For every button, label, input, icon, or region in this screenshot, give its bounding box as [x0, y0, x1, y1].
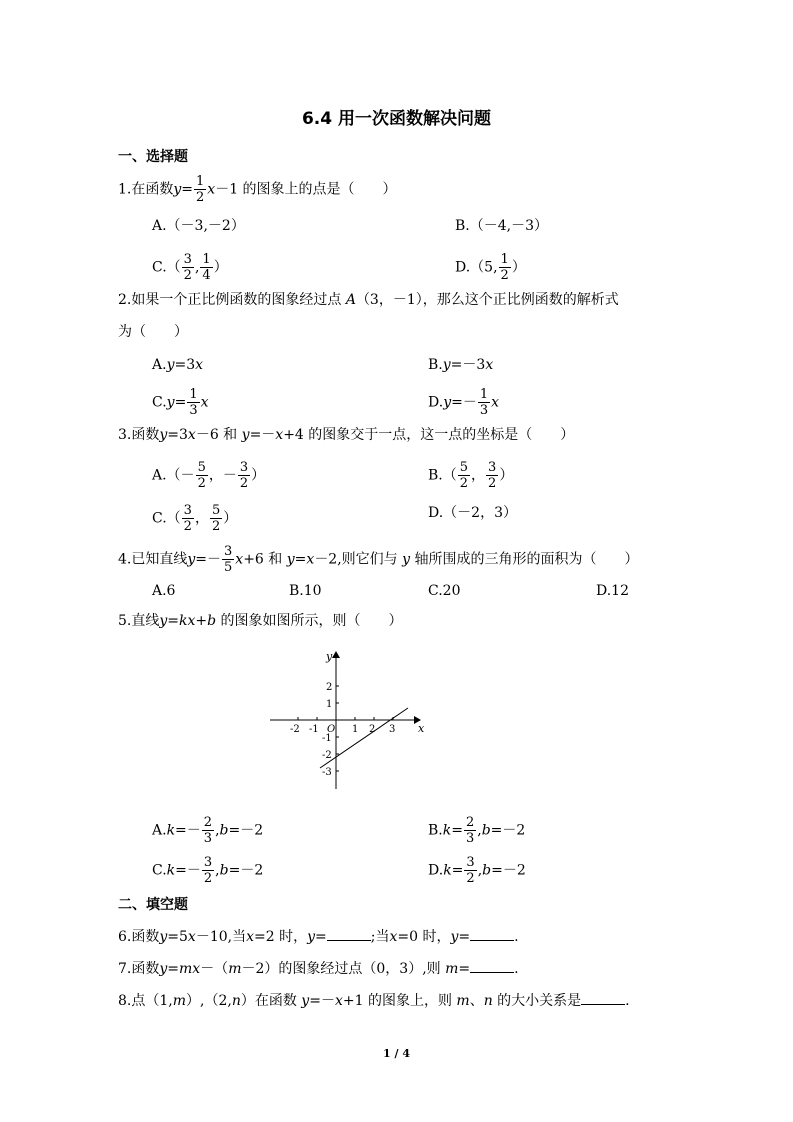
question-1: 1.在函数y= $\frac{1}{2}$ x－1 的图象上的点是（ ） [118, 174, 397, 205]
x-axis-label: x [418, 722, 425, 735]
q5-option-c: C.k=－ $\frac{3}{2}$ ,b=－2 [152, 855, 264, 886]
q3-option-c: C.（ $\frac{3}{2}$ ， $\frac{5}{2}$ ） [152, 503, 238, 534]
x-tick-label: -2 [290, 724, 300, 735]
q2-option-b: B.y=－3x [428, 357, 494, 373]
q3-option-d: D.（－2，3） [428, 505, 517, 521]
x-tick-label: 2 [369, 724, 376, 735]
y-tick-label: -1 [322, 733, 332, 744]
question-5: 5.直线y=kx+b 的图象如图所示，则（ ） [118, 613, 403, 629]
q1-option-a: A.（－3,－2） [152, 218, 245, 234]
section-choice-heading: 一、选择题 [118, 149, 188, 165]
x-tick-label: 3 [389, 724, 396, 735]
origin-label: O [327, 724, 336, 735]
answer-blank[interactable] [470, 926, 514, 941]
q5-option-b: B.k= $\frac{2}{3}$ ,b=－2 [428, 815, 526, 846]
y-tick-label: 2 [326, 682, 333, 693]
y-tick-label: -3 [322, 767, 332, 778]
question-4: 4.已知直线y=－ $\frac{3}{5}$ x+6 和 y=x－2,则它们与 y 轴所围成的三角形的面积为（ ） [118, 544, 639, 575]
question-2-cont: 为（ ） [118, 324, 188, 340]
function-line [320, 708, 408, 768]
question-6: 6.函数y=5x－10,当x=2 时，y= ;当x=0 时，y= . [118, 926, 519, 947]
q2-option-d: D.y=－ $\frac{1}{3}$ x [428, 387, 500, 418]
q5-option-d: D.k= $\frac{3}{2}$ ,b=－2 [428, 855, 526, 886]
x-tick-label: -1 [309, 724, 319, 735]
question-7: 7.函数y=mx－（m－2）的图象经过点（0，3）,则 m= . [118, 958, 519, 979]
page-title: 6.4 用一次函数解决问题 [301, 109, 492, 129]
question-3: 3.函数y=3x－6 和 y=－x+4 的图象交于一点，这一点的坐标是（ ） [118, 427, 575, 443]
q2-option-a: A.y=3x [152, 357, 204, 373]
x-tick-label: 1 [352, 724, 359, 735]
fraction: $\frac{1}{2}$ [196, 174, 205, 205]
q4-option-d: D.12 [596, 583, 629, 599]
y-tick-label: -2 [322, 750, 332, 761]
q5-line-graph [268, 648, 428, 793]
q3-option-a: A.（－ $\frac{5}{2}$ ，－ $\frac{3}{2}$ ） [152, 460, 266, 491]
q1-option-d: D.（5, $\frac{1}{2}$ ） [455, 252, 526, 283]
y-axis-label: y [326, 650, 333, 663]
q4-option-c: C.20 [428, 583, 461, 599]
q1-option-c: C.（ $\frac{3}{2}$ , $\frac{1}{4}$ ） [152, 252, 228, 283]
answer-blank[interactable] [327, 926, 371, 941]
section-fill-heading: 二、填空题 [118, 897, 188, 913]
q3-option-b: B.（ $\frac{5}{2}$ ， $\frac{3}{2}$ ） [428, 460, 514, 491]
answer-blank[interactable] [581, 990, 625, 1005]
q1-option-b: B.（－4,－3） [455, 218, 549, 234]
page-number: 1 / 4 [383, 1047, 410, 1060]
y-axis-arrow [332, 651, 340, 658]
q5-option-a: A.k=－ $\frac{2}{3}$ ,b=－2 [152, 815, 264, 846]
y-tick-label: 1 [326, 699, 333, 710]
question-8: 8.点（1,m）,（2,n）在函数 y=－x+1 的图象上，则 m、n 的大小关系是 . [118, 990, 630, 1011]
q2-option-c: C.y= $\frac{1}{3}$ x [152, 387, 209, 418]
answer-blank[interactable] [470, 958, 514, 973]
q4-option-a: A.6 [152, 583, 176, 599]
question-2: 2.如果一个正比例函数的图象经过点 A（3，－1），那么这个正比例函数的解析式 [118, 292, 619, 308]
q4-option-b: B.10 [289, 583, 322, 599]
